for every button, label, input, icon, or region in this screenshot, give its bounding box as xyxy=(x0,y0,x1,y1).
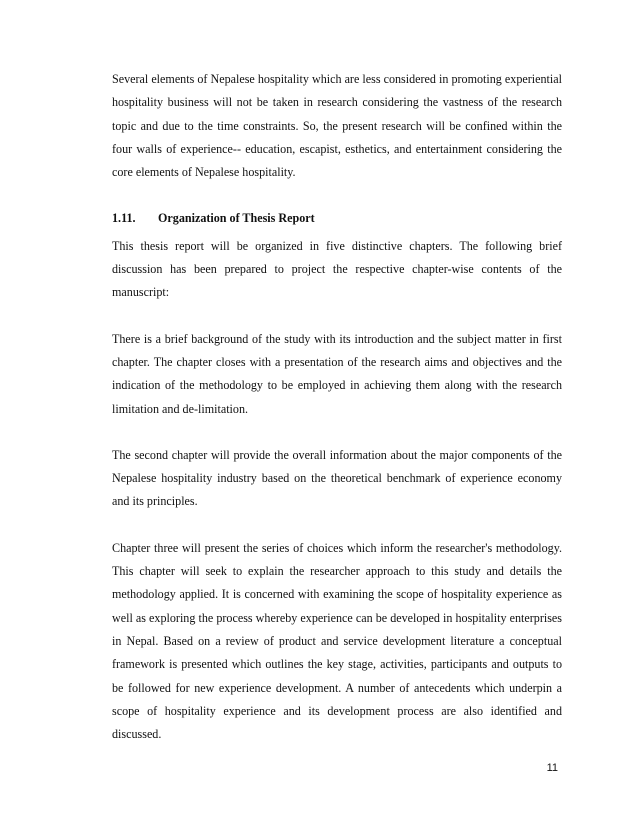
paragraph-scope-limitation: Several elements of Nepalese hospitality which are less considered in promoting experiential hospitality business will not be taken in research considering the vastness of the research topic and due to the time constraints. So, the present research will be confined within the four walls of experience-- education, escapist, esthetics, and entertainment considering the core elements of Nepalese hospitality. xyxy=(112,72,562,180)
section-heading xyxy=(112,207,562,230)
paragraph-chapter-three: Chapter three will present the series of choices which inform the researcher's methodology. This chapter will seek to explain the researcher approach to this study and details the methodology applied. It is concerned with examining the scope of hospitality experience as well as exploring the process whereby experience can be developed in hospitality enterprises in Nepal. Based on a review of product and service development literature a conceptual framework is presented which outlines the key stage, activities, participants and outputs to be followed for new experience development. A number of antecedents which underpin a scope of hospitality experience and its development process are also identified and discussed. xyxy=(112,540,562,742)
paragraph-organization-intro: This thesis report will be organized in five distinctive chapters. The following brief discussion has been prepared to project the respective chapter-wise contents of the manuscript: xyxy=(112,238,562,300)
paragraph-chapter-one: There is a brief background of the study with its introduction and the subject matter in first chapter. The chapter closes with a presentation of the research aims and objectives and the indication of the methodology to be employed in achieving them along with the research limitation and de-limitation. xyxy=(112,331,562,416)
section-title: Organization of Thesis Report xyxy=(158,211,315,226)
paragraph-chapter-two: The second chapter will provide the overall information about the major components of the Nepalese hospitality industry based on the theoretical benchmark of experience economy and its principles. xyxy=(112,447,562,509)
page-body xyxy=(112,68,562,746)
page-number: 11 xyxy=(546,762,558,774)
section-number: 1.11. xyxy=(112,211,136,226)
